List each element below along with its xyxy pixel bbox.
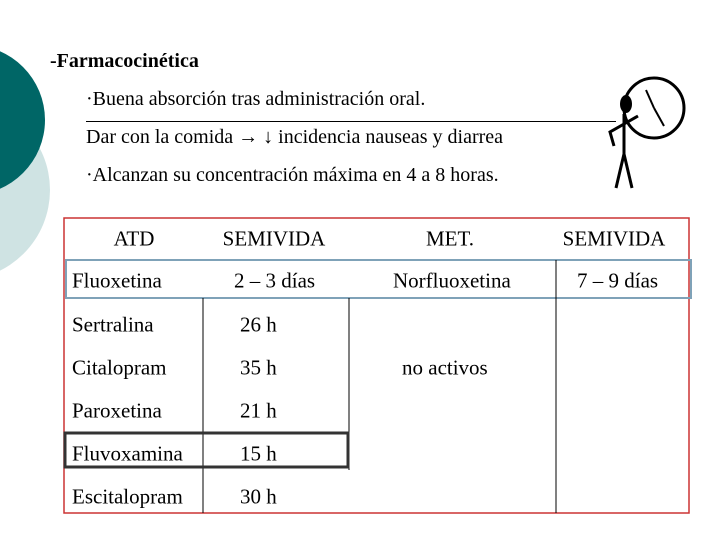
metabolite-fluoxetina: Norfluoxetina [393, 268, 511, 293]
header-atd: ATD [113, 226, 155, 251]
half-life-fluoxetina: 2 – 3 días [234, 268, 316, 293]
drug-citalopram: Citalopram [72, 355, 167, 380]
half-life-citalopram: 35 h [240, 355, 277, 380]
header-met-semivida: SEMIVIDA [562, 226, 666, 251]
drug-paroxetina: Paroxetina [72, 398, 162, 423]
drug-fluvoxamina: Fluvoxamina [72, 441, 183, 466]
header-semivida: SEMIVIDA [222, 226, 326, 251]
arrow-right-icon: → [238, 126, 259, 148]
inactive-note: no activos [402, 355, 488, 380]
bullet-peak: ·Alcanzan su concentración máxima en 4 a 8 horas. [86, 164, 499, 186]
half-life-sertralina: 26 h [240, 312, 277, 337]
page-title: -Farmacocinética [50, 50, 199, 72]
drug-fluoxetina: Fluoxetina [72, 268, 162, 293]
arrow-down-icon: ↓ [263, 126, 274, 148]
metabolite-half-life: 7 – 9 días [577, 268, 659, 293]
drug-sertralina: Sertralina [72, 312, 154, 337]
bullet-food-start: Dar con la comida [86, 126, 234, 148]
header-met: MET. [425, 226, 475, 251]
half-life-fluvoxamina: 15 h [240, 441, 277, 466]
bullet-absorption: ·Buena absorción tras administración oral. [86, 88, 426, 110]
half-life-paroxetina: 21 h [240, 398, 277, 423]
half-life-escitalopram: 30 h [240, 484, 277, 509]
bullet-food-end: incidencia nauseas y diarrea [278, 126, 504, 148]
drug-escitalopram: Escitalopram [72, 484, 183, 509]
